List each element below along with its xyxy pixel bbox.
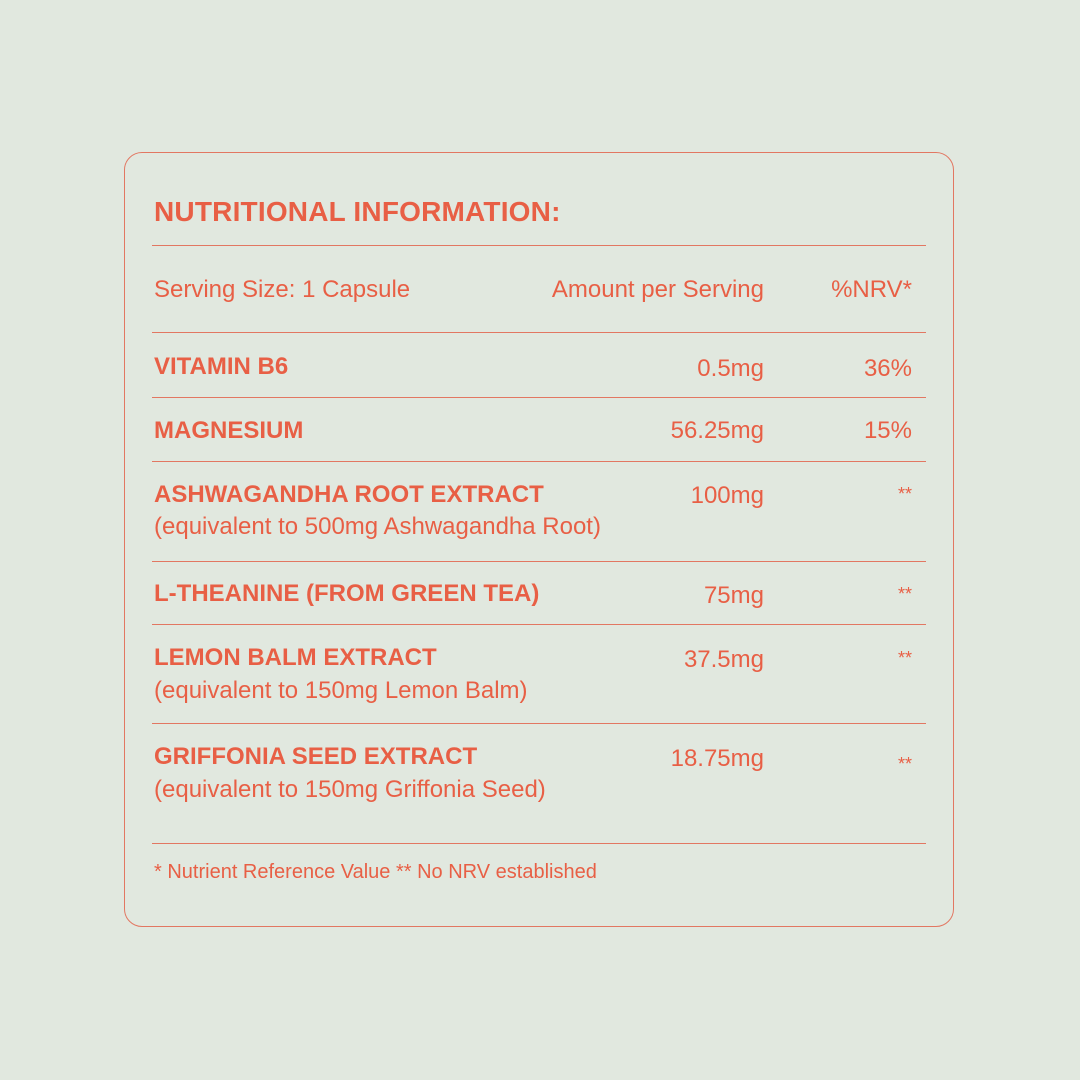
nutrient-amount: 56.25mg [670, 417, 764, 444]
nutrient-amount: 0.5mg [697, 355, 764, 382]
nutrient-amount: 75mg [703, 582, 764, 609]
nutrient-amount: 100mg [690, 482, 764, 509]
divider [152, 843, 926, 844]
nutrient-amount: 37.5mg [683, 646, 764, 673]
nutrient-nrv: 15% [863, 417, 912, 444]
nutrient-name: L-THEANINE (FROM GREEN TEA) [154, 580, 540, 607]
nutrient-name: VITAMIN B6 [154, 353, 289, 380]
nrv-header: %NRV* [831, 276, 912, 303]
nutrient-amount: 18.75mg [670, 745, 764, 772]
nutrient-name: MAGNESIUM [154, 417, 304, 444]
nutrient-nrv: ** [897, 584, 912, 604]
serving-size-label: Serving Size: 1 Capsule [154, 276, 411, 303]
panel-title: NUTRITIONAL INFORMATION: [154, 196, 561, 227]
nutrient-equivalent: (equivalent to 150mg Lemon Balm) [154, 677, 528, 704]
nutrient-equivalent: (equivalent to 150mg Griffonia Seed) [154, 776, 546, 803]
nutrient-name: ASHWAGANDHA ROOT EXTRACT [154, 481, 544, 508]
divider [152, 461, 926, 462]
nutrient-name: LEMON BALM EXTRACT [154, 644, 437, 671]
nutrient-nrv: ** [897, 484, 912, 504]
nutrient-nrv: ** [897, 648, 912, 668]
nutrient-name: GRIFFONIA SEED EXTRACT [154, 743, 478, 770]
divider [152, 332, 926, 333]
divider [152, 397, 926, 398]
nutrient-nrv: ** [897, 754, 912, 774]
footnote: * Nutrient Reference Value ** No NRV established [154, 861, 597, 883]
nutrient-nrv: 36% [863, 355, 912, 382]
amount-header: Amount per Serving [551, 276, 764, 303]
divider [152, 624, 926, 625]
divider [152, 723, 926, 724]
nutrient-equivalent: (equivalent to 500mg Ashwagandha Root) [154, 513, 601, 540]
divider [152, 561, 926, 562]
divider [152, 245, 926, 246]
